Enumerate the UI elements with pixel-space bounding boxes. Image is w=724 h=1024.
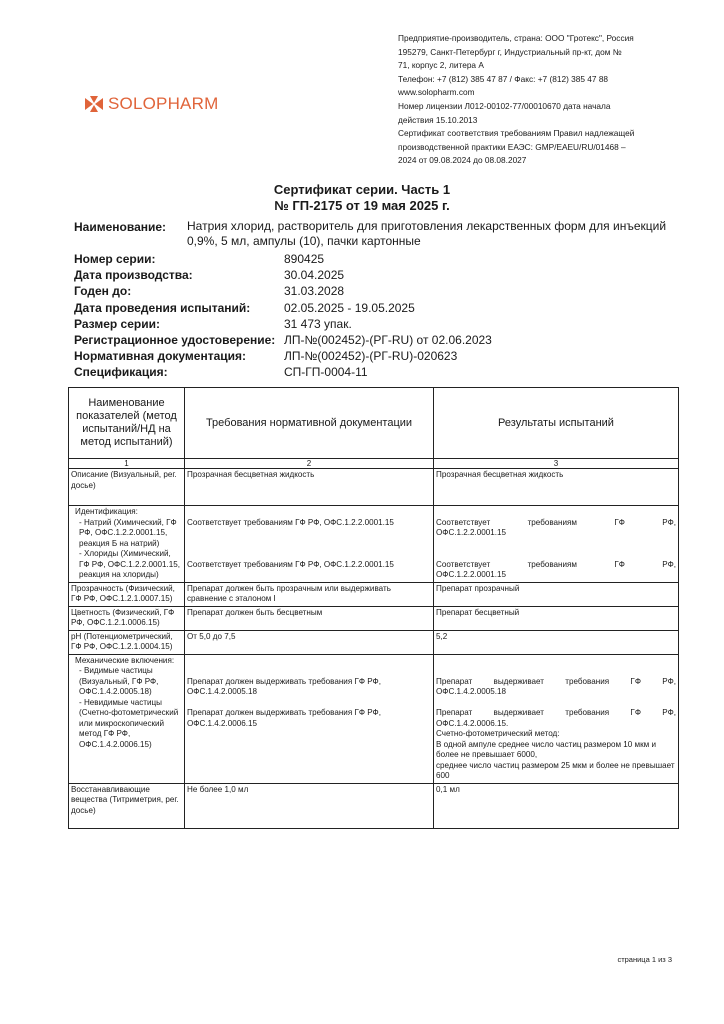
sub-parameter: - Натрий (Химический, ГФ РФ, ОФС.1.2.2.0001.15, реакция Б на натрий) [79, 517, 177, 548]
table-row [69, 654, 679, 783]
requirement-text: Препарат должен выдерживать требования ГФ РФ, ОФС.1.4.2.0006.15 [187, 708, 381, 728]
field-label: Номер серии: [74, 252, 156, 266]
column-number-row [69, 459, 679, 469]
field-production-date [74, 267, 684, 283]
parameter-cell [69, 654, 185, 783]
requirement-cell: Препарат должен быть бесцветным [185, 606, 434, 630]
manufacturer-line: действия 15.10.2013 [398, 114, 478, 125]
table-row [69, 630, 679, 654]
result-cell: Препарат бесцветный [434, 606, 679, 630]
result-text: ОФС.1.4.2.0006.15. [436, 718, 509, 728]
document-title: Сертификат серии. Часть 1 [273, 182, 451, 197]
manufacturer-line: 71, корпус 2, литера А [398, 60, 484, 71]
result-cell: 5,2 [434, 630, 679, 654]
field-label: Регистрационное удостоверение: [74, 333, 276, 348]
requirement-cell: Прозрачная бесцветная жидкость [185, 469, 434, 506]
requirement-cell [185, 506, 434, 583]
field-label: Годен до: [74, 284, 132, 299]
field-normative-doc [74, 348, 684, 364]
requirement-cell: От 5,0 до 7,5 [185, 630, 434, 654]
result-text: Препарат выдерживает требования ГФ РФ, [436, 676, 676, 686]
column-number: 3 [434, 459, 679, 469]
table-row [69, 783, 679, 828]
manufacturer-info [398, 32, 688, 168]
parameter-cell [69, 506, 185, 583]
requirement-cell: Не более 1,0 мл [185, 783, 434, 828]
manufacturer-line: производственной практики ЕАЭС: GMP/EAEU/RU/01468 – [398, 141, 626, 152]
field-name [74, 219, 684, 251]
field-value: ЛП-№(002452)-(РГ-RU) от 02.06.2023 [284, 333, 492, 348]
result-text: Препарат выдерживает требования ГФ РФ, [436, 708, 676, 717]
result-text: Соответствует требованиям ГФ РФ, [436, 559, 676, 569]
manufacturer-line: Сертификат соответствия требованиям Правил надлежащей [398, 128, 635, 139]
manufacturer-line: 195279, Санкт-Петербург г, Индустриальный пр-кт, дом № [398, 46, 622, 57]
result-text: ОФС.1.2.2.0001.15 [436, 528, 507, 537]
field-value: 31.03.2028 [284, 284, 345, 299]
manufacturer-line: Телефон: +7 (812) 385 47 87 / Факс: +7 (812) 385 47 88 [398, 73, 609, 84]
field-value: СП-ГП-0004-11 [284, 365, 368, 380]
column-header: Требования нормативной документации [185, 388, 434, 459]
field-label: Дата производства: [74, 268, 193, 283]
table-row [69, 469, 679, 506]
document-number: № ГП-2175 от 19 мая 2025 г. [274, 198, 450, 213]
batch-fields [74, 219, 684, 381]
group-heading: Механические включения: [75, 655, 175, 665]
field-label: Спецификация: [74, 365, 168, 380]
manufacturer-line: www.solopharm.com [398, 87, 475, 98]
solopharm-logo-icon [84, 94, 104, 114]
requirement-text: Препарат должен выдерживать требования ГФ РФ, ОФС.1.4.2.0005.18 [187, 676, 381, 696]
field-batch-size [74, 316, 684, 332]
result-cell [434, 654, 679, 783]
result-text: ОФС.1.4.2.0005.18 [436, 687, 507, 696]
result-cell [434, 506, 679, 583]
table-row [69, 606, 679, 630]
requirement-text: Соответствует требованиям ГФ РФ, ОФС.1.2.2.0001.15 [187, 559, 394, 569]
manufacturer-line: 2024 от 09.08.2024 до 08.08.2027 [398, 155, 527, 166]
manufacturer-line: Номер лицензии Л012-00102-77/00010670 дата начала [398, 100, 611, 111]
result-cell: 0,1 мл [434, 783, 679, 828]
field-batch [74, 251, 684, 267]
field-value: 890425 [284, 252, 325, 266]
table-row [69, 506, 679, 583]
requirement-cell: Препарат должен быть прозрачным или выдерживать сравнение с эталоном I [185, 582, 434, 606]
parameter-cell: pH (Потенциометрический, ГФ РФ, ОФС.1.2.1.0004.15) [69, 630, 185, 654]
group-heading: Идентификация: [75, 507, 138, 516]
column-number: 2 [185, 459, 434, 469]
column-header: Результаты испытаний [434, 388, 679, 459]
result-cell: Прозрачная бесцветная жидкость [434, 469, 679, 506]
field-value: 02.05.2025 - 19.05.2025 [284, 300, 415, 315]
field-label: Размер серии: [74, 316, 160, 331]
field-value: 31 473 упак. [284, 316, 352, 331]
field-label: Наименование: [74, 220, 167, 234]
field-value: 30.04.2025 [284, 268, 345, 283]
sub-parameter: - Невидимые частицы (Счетно-фотометрический или микроскопический метод ГФ РФ, ОФС.1.4.2.0006.15) [79, 697, 179, 749]
logo-text: SOLOPHARM [108, 94, 219, 113]
parameter-cell: Прозрачность (Физический, ГФ РФ, ОФС.1.2.1.0007.15) [69, 582, 185, 606]
result-cell: Препарат прозрачный [434, 582, 679, 606]
requirement-text: Соответствует требованиям ГФ РФ, ОФС.1.2.2.0001.15 [187, 517, 394, 527]
sub-parameter: - Видимые частицы (Визуальный, ГФ РФ, ОФС.1.4.2.0005.18) [79, 666, 159, 696]
column-number: 1 [69, 459, 185, 469]
column-header: Наименование показателей (метод испытаний/НД на метод испытаний) [69, 388, 185, 459]
table-header-row [69, 388, 679, 459]
manufacturer-line: Предприятие-производитель, страна: ООО "Гротекс", Россия [398, 33, 634, 43]
field-value: Натрия хлорид, растворитель для приготовления лекарственных форм для инъекций 0,9%, 5 мл, ампулы (10), пачки картонные [187, 219, 667, 248]
parameter-cell: Восстанавливающие вещества (Титриметрия, рег. досье) [69, 783, 185, 828]
result-text: среднее число частиц размером 25 мкм и более не превышает 600 [436, 760, 675, 780]
field-label: Нормативная документация: [74, 349, 247, 364]
result-text: В одной ампуле среднее число частиц размером 10 мкм и более не превышает 6000, [436, 739, 656, 759]
result-text: ОФС.1.2.2.0001.15 [436, 570, 507, 579]
field-expiry-date [74, 283, 684, 299]
field-label: Дата проведения испытаний: [74, 300, 251, 315]
field-test-dates [74, 300, 684, 316]
field-value: ЛП-№(002452)-(РГ-RU)-020623 [284, 349, 458, 364]
field-specification [74, 364, 684, 380]
solopharm-logo [84, 94, 218, 114]
result-text: Счетно-фотометрический метод: [436, 729, 560, 738]
table-row [69, 582, 679, 606]
parameter-cell: Описание (Визуальный, рег. досье) [69, 469, 185, 506]
page-number: страница 1 из 3 [617, 955, 672, 964]
requirement-cell [185, 654, 434, 783]
parameter-cell: Цветность (Физический, ГФ РФ, ОФС.1.2.1.0006.15) [69, 606, 185, 630]
results-table [68, 387, 679, 829]
result-text: Соответствует требованиям ГФ РФ, [436, 517, 676, 527]
sub-parameter: - Хлориды (Химический, ГФ РФ, ОФС.1.2.2.0001.15, реакция на хлориды) [79, 549, 181, 579]
field-registration [74, 332, 684, 348]
